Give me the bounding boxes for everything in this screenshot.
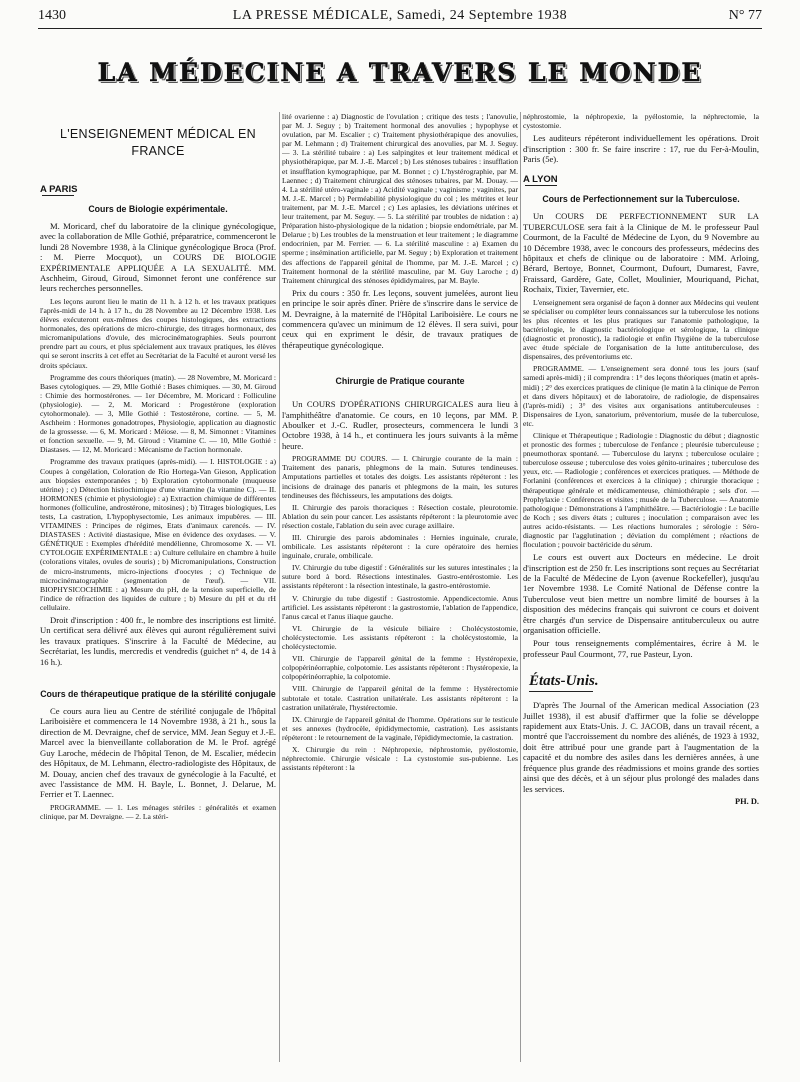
paragraph: Clinique et Thérapeutique ; Radiologie : Diagnostic du début ; diagnostic et pronostic des formes ; tuberculose de l'enfance ; pleurésie tuberculeuse ; pneumothorax spontané. — Tuberculose du larynx ; tuberculose oculaire ; tuberculose osseuse ; tuberculose des voies génito-urinaires ; tuberculose des yeux, etc. — Radiologie ; conférences et exercices pratiques. — Méthode de Forlanini (conférences et exercices à la clinique) ; chirurgie thoracique ; thérapeutique générale et médicamenteuse, chimiothérapie ; sels d'or. — Prophylaxie : Conférences et visites ; musée de la Tuberculose. — Anatomie pathologique : Démonstrations à l'amphithéâtre. — Bactériologie : Le bacille de Koch ; ses divers états ; cultures ; inoculation ; comparaison avec les autres acido-résistants. — Les réactions humorales ; sérologie : Séro-diagnostic par l'agglutination ; déviation du complément ; réactions de floculation ; pouvoir bactéricide du sérum. <box>523 430 759 550</box>
section-banner: LA MÉDECINE A TRAVERS LE MONDE <box>97 58 703 87</box>
column-divider <box>279 112 280 1062</box>
author-signature: PH. D. <box>735 796 759 806</box>
paragraph: Le cours est ouvert aux Docteurs en médecine. Le droit d'inscription est de 250 fr. Les inscriptions sont reçues au Secrétariat de la Faculté de Médecine de Lyon (avenue Rockefeller), jusqu'au 1er Novembre 1938. Le Comité National de Défense contre la Tuberculose veut bien mettre un nombre limité de bourses à la disposition des médecins français qui suivront ce cours et doivent être chargés d'un service de Dispensaire antituberculeux ou autre organisation officielle. <box>523 552 759 636</box>
paragraph: V. Chirurgie du tube digestif : Gastrostomie. Appendicectomie. Anus artificiel. Les assistants répéteront : la gastrostomie, l'ablation de l'appendice, l'anus cæcal et l'anus iliaque gauche. <box>282 593 518 621</box>
paragraph: III. Chirurgie des parois abdominales : Hernies inguinale, crurale, ombilicale. Les assistants répéteront : la cure opératoire des hernies inguinale, crurale, ombilicale. <box>282 533 518 561</box>
article-heading-tuberculose: Cours de Perfectionnement sur la Tuberculose. <box>542 194 740 205</box>
paragraph: Un COURS DE PERFECTIONNEMENT SUR LA TUBERCULOSE sera fait à la Clinique de M. le professeur Paul Courmont, de la Faculté de Médecine de Lyon, du 9 Novembre au 10 Décembre 1938, avec le concours des professeurs, médecins des hôpitaux et chefs de clinique ou de laboratoire : MM. Arloing, Bérard, Bertoye, Bonnet, Courmont, Dufourt, Dumarest, Favre, Fraissard, Gardère, Gate, Collet, Moulinier, Mouriquand, Pichat, Rochaix, Tixier, Tavernier, etc. <box>523 211 759 295</box>
paragraph: X. Chirurgie du rein : Néphropexie, néphrostomie, pyélostomie, néphrectomie. Chirurgie vésicale : La cystostomie sus-pubienne. Les assistants répéteront : la <box>282 744 518 773</box>
paragraph: lité ovarienne : a) Diagnostic de l'ovulation ; critique des tests ; l'anovulie, par M. J. Seguy ; b) Traitement hormonal des anovulies ; hypophyse et ovulation, par M. Escalier ; c) Traitement physiothérapique des anovulies, par M. Lehmann ; d) Traitement chirurgical des anovulies, par M. J. Seguy. — 3. La stérilité tubaire : a) Les salpingites et leur traitement médical et physiothérapique, par M. J.-E. Marcel ; b) Les sténoses tubaires : insufflation et insufflation kymographique, par M. Bonnet ; c) L'hystérographie, par M. Laennec ; d) Traitement chirurgical des sténoses tubaires, par M. Douay. — 4. La stérilité utéro-vaginale : a) Acidité vaginale ; vaginisme ; vaginites, par M. J.-E. Marcel ; b) Perméabilité physiologique du col ; les métrites et leur traitement, par M. J.-E. Marcel ; c) Les aplasies, les déviations utérines et leur traitement, par M. Seguy. — 5. La stérilité par troubles de nidation : a) Préparation histo-physiologique de la nidation ; biopsie endométriale, par M. Delarue ; b) Les troubles de la menstruation et leur traitement ; le diagramme endocrinien, par M. Ferrier. — 6. La stérilité masculine : a) Examen du sperme ; insémination artificielle, par M. Seguy ; b) Exploration et traitement des affections de l'appareil génital de l'homme, par M. J.-E. Marcel ; c) Traitement hormonal de la stérilité masculine, par M. Guy Laroche ; d) Traitement chirurgical des sténoses épididymaires, par M. Bayle. <box>282 112 518 285</box>
paragraph: M. Moricard, chef du laboratoire de la clinique gynécologique, avec la collaboration de Mlle Gothié, préparatrice, commenceront le lundi 28 Novembre 1938, à la Clinique gynécologique Broca (Prof. : M. Pierre Mocquot), un COURS DE BIOLOGIE EXPÉRIMENTALE APPLIQUÉE A LA SEXUALITÉ. MM. Aschheim, Giroud, Giroud, Simonnet feront une conférence sur leurs recherches personnelles. <box>40 221 276 294</box>
paragraph: Les auditeurs répéteront individuellement les opérations. Droit d'inscription : 300 fr. Se faire inscrire : 17, rue du Fer-à-Moulin, Paris (5e). <box>523 133 759 164</box>
paragraph: PROGRAMME. — L'enseignement sera donné tous les jours (sauf samedi après-midi) ; il comprendra : 1° des leçons théoriques (matin et après-midi) ; 2° des exercices pratiques de clinique (le matin à la clinique de Perron et dans divers hôpitaux) et de laboratoire, de radiologie, de dispensaires (l'après-midi) ; 3° des visites aux organisations antituberculeuses : Dispensaires de Lyon, sanatorium, préventorium, musée de la tuberculose, etc. <box>523 364 759 428</box>
paragraph: PROGRAMME DU COURS. — I. Chirurgie courante de la main : Traitement des panaris, phlegmons de la main. Sutures tendineuses. Amputations partielles et totales des doigts. Les assistants répéteront : les incisions de drainage des panaris et phlegmons de la main, les sutures tendineuses des fléchisseurs, les amputations des doigts. <box>282 454 518 500</box>
paragraph: Ce cours aura lieu au Centre de stérilité conjugale de l'hôpital Lariboisière et commencera le 14 Novembre 1938, à 21 h., sous la direction de M. Devraigne, chef de service, MM. Jean Seguy et J.-E. Marcel avec la bienveillante collaboration de M. le Prof. agrégé Guy Laroche, médecin de l'hôpital Tenon, de M. Escalier, médecin des Hôpitaux, de M. Lehmann, électro-radiologiste des Hôpitaux, de M. Douay, ancien chef des travaux de gynécologie à la Faculté, et avec l'assistance de MM. H. Bayle, L. Bonnet, J. Delarue, M. Ferrier et T. Laennec. <box>40 706 276 800</box>
column-divider <box>520 112 521 1062</box>
paragraph: D'après The Journal of the American medical Association (23 Juillet 1938), il est abusif d'affirmer que la folie se développe rapidement aux Etats-Unis. J. C. JACOB, dans un travail récent, a montré que l'accroissement du nombre des aliénés, de 1923 à 1932, doit être attribué pour une grande part à l'augmentation de la capacité et du nombre des asiles dans les dernières années, à une fréquence plus grande des réadmissions et moins grande des sorties ainsi que des décès, et à un séjour plus prolongé des malades dans les services. <box>523 700 759 794</box>
paragraph: Pour tous renseignements complémentaires, écrire à M. le professeur Paul Courmont, 77, rue Pasteur, Lyon. <box>523 638 759 659</box>
paragraph: néphrostomie, la néphropexie, la pyélostomie, la néphrectomie, la cystostomie. <box>523 112 759 131</box>
paragraph: VII. Chirurgie de l'appareil génital de la femme : Hystéropexie, colpopérinéorraphie, colpotomie. Les assistants répéteront : l'hystéropexie, la colpopérinéorraphie, la colpotomie. <box>282 654 518 682</box>
paragraph: PROGRAMME. — 1. Les ménages stériles : généralités et examen clinique, par M. Devraigne. — 2. La stéri- <box>40 802 276 821</box>
paragraph: Programme des cours théoriques (matin). — 28 Novembre, M. Moricard : Bases cytologiques. — 29, Mlle Gothié : Bases chimiques. — 30, M. Giroud : Chimie des hormostérones. — 1er Décembre, M. Moricard : Folliculine (physiologie). — 2, M. Moricard : Progestérone (exploration cytohormonale). — 3, Mlle Gothié : Testostérone, cortine. — 5, M. Aschheim : Hormones gonadotropes, Physiologie, application au diagnostic de la grossesse. — 6, M. Moricard : Méiose. — 8, M. Simonnet : Vitamines et fonction sexuelle. — 9, M. Giroud : Vitamine C. — 10, Mlle Gothié : Diastases. — 12, M. Moricard : Mécanisme de l'action hormonale. <box>40 372 276 455</box>
heading-underline <box>525 185 557 186</box>
issue-number: N° 77 <box>728 8 762 23</box>
page-number: 1430 <box>38 8 66 23</box>
paragraph: IV. Chirurgie du tube digestif : Généralités sur les sutures intestinales ; la suture bord à bord. Résections intestinales. Gastro-entérostomie. Les assistants répéteront : la résection intestinale, la gastro-entérostomie. <box>282 563 518 591</box>
heading-underline <box>42 195 74 196</box>
paragraph: IX. Chirurgie de l'appareil génital de l'homme. Opérations sur le testicule et ses annexes (hydrocèle, épididymectomie, castration). Les assistants répéteront : le retournement de la vaginale, l'épididymectomie, la castration. <box>282 714 518 742</box>
section-title: L'ENSEIGNEMENT MÉDICAL EN FRANCE <box>59 127 257 158</box>
paragraph: Les leçons auront lieu le matin de 11 h. à 12 h. et les travaux pratiques l'après-midi de 14 h. à 17 h., du 28 Novembre au 12 Décembre 1938. Les élèves exécuteront eux-mêmes des coupes histologiques, des extractions hormonales, des opérations de micro-chirurgie, des titrages hormonaux, des micromanipulations d'ovule, des microcinématographies. Seuls pourront prendre part au cours, et plus spécialement aux travaux pratiques, les élèves qui se seront inscrits à cet effet au Secrétariat de la Faculté et auront versé les droits spéciaux. <box>40 296 276 370</box>
column-3 <box>523 112 759 1072</box>
paragraph: Droit d'inscription : 400 fr., le nombre des inscriptions est limité. Un certificat sera délivré aux élèves qui auront régulièrement suivi les travaux pratiques. S'inscrire à la Faculté de Médecine, au Secrétariat, les lundis, mercredis et vendredis (guichet n° 4, de 14 à 16 h.). <box>40 615 276 667</box>
paragraph: VI. Chirurgie de la vésicule biliaire : Cholécystostomie, cholécystectomie. Les assistants répéteront : la cholécystostomie, la cholécystectomie. <box>282 623 518 652</box>
paragraph: L'enseignement sera organisé de façon à donner aux Médecins qui veulent se spécialiser ou compléter leurs connaissances sur la tuberculose les notions les plus récentes et les plus pratiques sur l'anatomie pathologique, la bactériologie, le diagnostic bactériologique et sérologique, la clinique (diagnostic et pronostic), la radiologie et enfin l'hygiène de la tuberculose avec étude spéciale de l'organisation de la lutte antituberculose, des dispensaires, des préventoriums etc. <box>523 297 759 362</box>
article-heading-chirurgie: Chirurgie de Pratique courante <box>335 376 465 387</box>
paragraph: Un COURS D'OPÉRATIONS CHIRURGICALES aura lieu à l'amphithéâtre d'anatomie. Ce cours, en 10 leçons, par MM. P. Aboulker et J.-C. Rudler, prosecteurs, commencera le lundi 3 Octobre 1938, à 14 h., et continuera les jours suivants à la même heure. <box>282 399 518 451</box>
journal-title: LA PRESSE MÉDICALE, Samedi, 24 Septembre 1938 <box>232 8 568 23</box>
column-1 <box>40 112 276 1072</box>
article-heading-sterilite: Cours de thérapeutique pratique de la stérilité conjugale <box>40 689 276 700</box>
article-heading-biologie: Cours de Biologie expérimentale. <box>88 204 228 214</box>
paragraph: Prix du cours : 350 fr. Les leçons, souvent jumelées, auront lieu en principe le soir après dîner. Prière de s'inscrire dans le service de M. Devraigne, à la maternité de l'Hôpital Lariboisière. Le cours ne commencera qu'avec un minimum de 12 élèves. Il sera suivi, pour ceux qui en expriment le désir, de travaux pratiques de thérapeutique gynécologique. <box>282 287 518 350</box>
paragraph: II. Chirurgie des parois thoraciques : Résection costale, pleurotomie. Ablation du sein pour cancer. Les assistants répéteront : la pleurotomie avec résection costale, l'ablation du sein avec curage axillaire. <box>282 502 518 530</box>
column-2 <box>282 112 518 1072</box>
section-heading-etats-unis: États-Unis. <box>529 673 599 690</box>
paragraph: Programme des travaux pratiques (après-midi). — I. HISTOLOGIE : a) Coupes à congélation, Coloration de Rio Hortega-Van Gieson, Application aux biopsies extemporanées ; b) Exploration cytohormonale (muqueuse utérine) ; c) Détection histiochimique d'une vitamine (la vitamine C). — II. HORMONES (chimie et physiologie) : a) Extraction chimique de différentes hormones (folliculine, androstérone, mitosines) ; b) Titrages biologiques, Les tests, La castration, L'hypophysectomie, Les animaux impubères. — III. VITAMINES : Principes de régimes, Etats d'animaux carencés. — IV. DIASTASES : Activité diastasique, Mise en évidence des oxydases. — V. GÉNÉTIQUE : Exemples d'hérédité mendélienne, Chromosome X. — VI. CYTOLOGIE EXPÉRIMENTALE : a) Culture cellulaire en chambre à huile (colorations vitales, ovules de souris) ; b) Micromanipulations, Construction de micro-instruments, micro-injections d'oocytes ; c) Technique de microcinématographie (segmentation de l'œuf). — VII. BIOPHYSICOCHIMIE : a) Mesure du pH, de la tension superficielle, de l'indice de réfraction des liquides de culture ; b) Mesure du pH et du rH cellulaire. <box>40 457 276 612</box>
heading-underline <box>529 691 593 692</box>
location-heading-paris: A PARIS <box>40 184 78 195</box>
paragraph: VIII. Chirurgie de l'appareil génital de la femme : Hystérectomie subtotale et totale. Castration unilatérale. Les assistants répéteront : la castration unilatérale, l'hystérectomie. <box>282 684 518 712</box>
location-heading-lyon: A LYON <box>523 174 558 186</box>
page-header <box>38 6 762 29</box>
